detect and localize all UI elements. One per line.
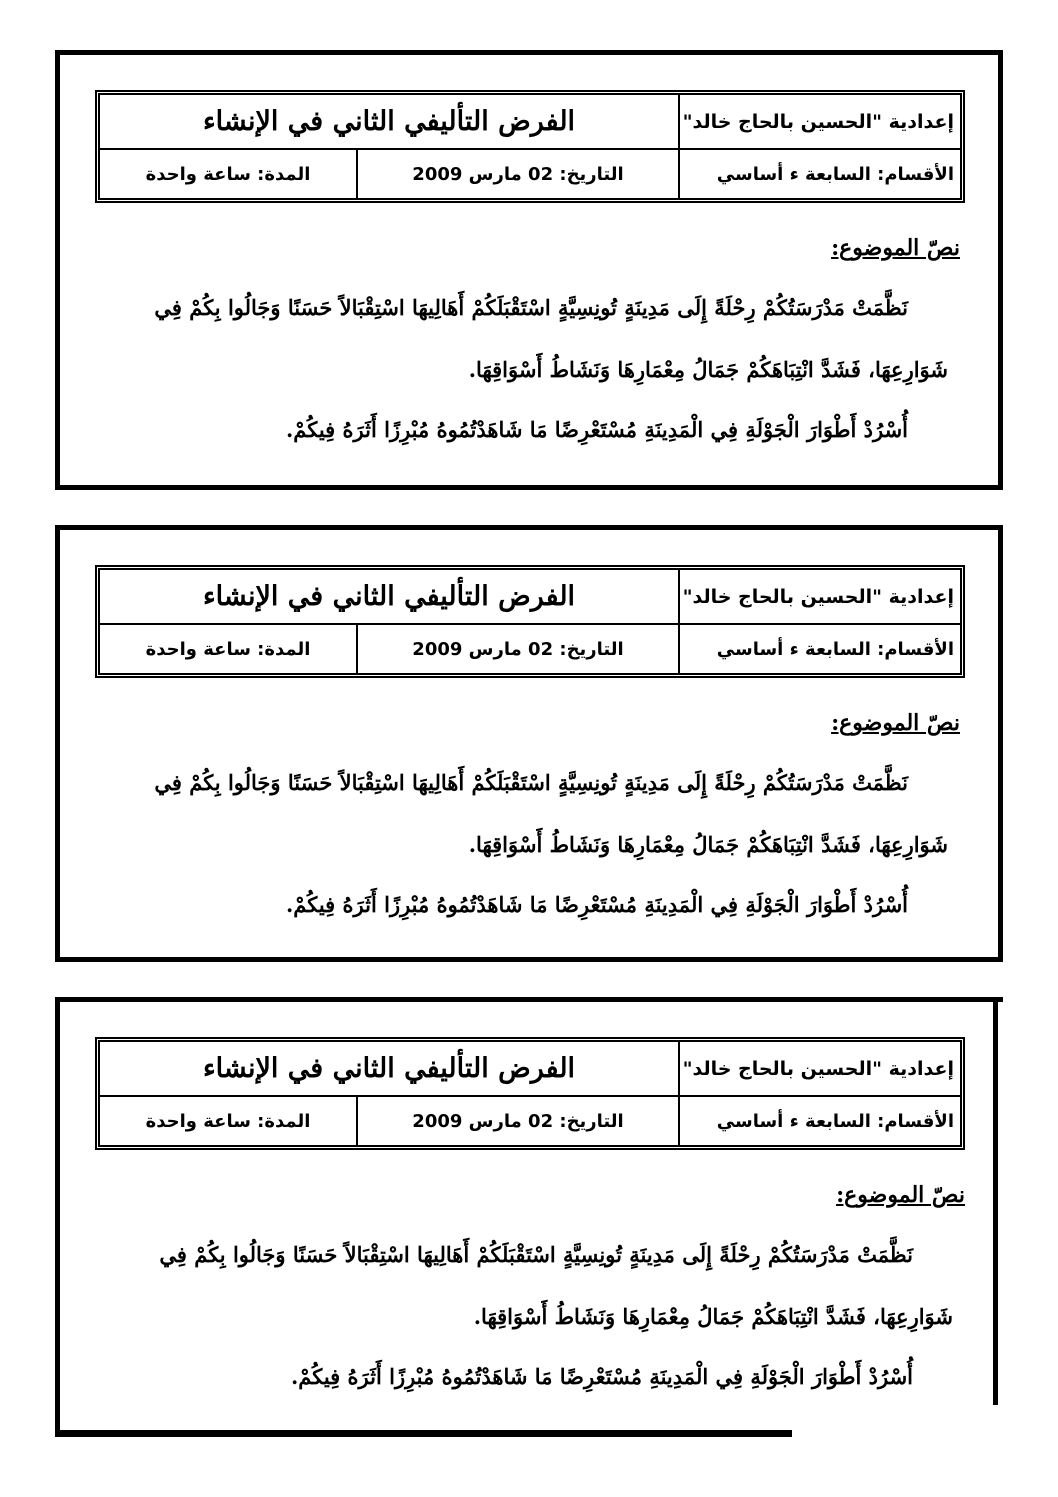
subject-label: نصّ الموضوع: — [831, 710, 960, 736]
paragraph-2: أُسْرُدْ أَطْوَارَ الْجَوْلَةِ فِي الْمَدِينَةِ مُسْتَعْرِضًا مَا شَاهَدْتُمُوهُ مُبْرِزًا أَثَرَهُ فِيكُمْ. — [285, 892, 908, 917]
paragraph-1-line-1: نَظَّمَتْ مَدْرَسَتُكُمْ رِحْلَةً إِلَى مَدِينَةٍ تُونِسِيَّةٍ اسْتَقْبَلَكُمْ أَهَالِيهَا اسْتِقْبَالاً حَسَنًا وَجَالُوا بِكُمْ فِي — [159, 1242, 913, 1267]
subject-text — [110, 752, 948, 934]
header-table — [95, 1037, 965, 1150]
paragraph-1-line-1: نَظَّمَتْ مَدْرَسَتُكُمْ رِحْلَةً إِلَى مَدِينَةٍ تُونِسِيَّةٍ اسْتَقْبَلَكُمْ أَهَالِيهَا اسْتِقْبَالاً حَسَنًا وَجَالُوا بِكُمْ فِي — [154, 770, 908, 795]
exam-card-1 — [55, 50, 1003, 490]
paragraph-2: أُسْرُدْ أَطْوَارَ الْجَوْلَةِ فِي الْمَدِينَةِ مُسْتَعْرِضًا مَا شَاهَدْتُمُوهُ مُبْرِزًا أَثَرَهُ فِيكُمْ. — [285, 417, 908, 442]
exam-title: الفرض التأليفي الثاني في الإنشاء — [100, 95, 680, 150]
header-table — [95, 90, 965, 203]
header-table — [95, 565, 965, 678]
exam-date: التاريخ: 02 مارس 2009 — [358, 150, 680, 198]
exam-title: الفرض التأليفي الثاني في الإنشاء — [100, 1042, 680, 1097]
school-name: إعدادية "الحسين بالحاج خالد" — [680, 95, 960, 150]
exam-date: التاريخ: 02 مارس 2009 — [358, 1097, 680, 1145]
subject-text — [110, 1224, 953, 1406]
exam-title: الفرض التأليفي الثاني في الإنشاء — [100, 570, 680, 625]
paragraph-1-line-2: شَوَارِعِهَا، فَشَدَّ انْتِبَاهَكُمْ جَمَالُ مِعْمَارِهَا وَنَشَاطُ أَسْوَاقِهَا. — [473, 1304, 953, 1329]
paragraph-1 — [110, 752, 948, 876]
card-3-bottom-border — [55, 1430, 792, 1437]
paragraph-1-line-2: شَوَارِعِهَا، فَشَدَّ انْتِبَاهَكُمْ جَمَالُ مِعْمَارِهَا وَنَشَاطُ أَسْوَاقِهَا. — [468, 357, 948, 382]
paragraph-1-line-1: نَظَّمَتْ مَدْرَسَتُكُمْ رِحْلَةً إِلَى مَدِينَةٍ تُونِسِيَّةٍ اسْتَقْبَلَكُمْ أَهَالِيهَا اسْتِقْبَالاً حَسَنًا وَجَالُوا بِكُمْ فِي — [154, 295, 908, 320]
subject-label: نصّ الموضوع: — [836, 1182, 965, 1208]
exam-date: التاريخ: 02 مارس 2009 — [358, 625, 680, 673]
exam-card-2 — [55, 525, 1003, 962]
exam-classes: الأقسام: السابعة ء أساسي — [716, 1110, 954, 1132]
exam-classes: الأقسام: السابعة ء أساسي — [716, 163, 954, 185]
subject-text — [110, 277, 948, 459]
exam-duration: المدة: ساعة واحدة — [100, 150, 358, 198]
exam-card-3 — [55, 997, 1003, 1437]
paragraph-1-line-2: شَوَارِعِهَا، فَشَدَّ انْتِبَاهَكُمْ جَمَالُ مِعْمَارِهَا وَنَشَاطُ أَسْوَاقِهَا. — [468, 832, 948, 857]
paragraph-1 — [110, 277, 948, 401]
paragraph-2: أُسْرُدْ أَطْوَارَ الْجَوْلَةِ فِي الْمَدِينَةِ مُسْتَعْرِضًا مَا شَاهَدْتُمُوهُ مُبْرِزًا أَثَرَهُ فِيكُمْ. — [290, 1364, 913, 1389]
exam-duration: المدة: ساعة واحدة — [100, 625, 358, 673]
school-name: إعدادية "الحسين بالحاج خالد" — [680, 570, 960, 625]
header-info-row — [100, 1097, 960, 1145]
exam-classes: الأقسام: السابعة ء أساسي — [716, 638, 954, 660]
exam-duration: المدة: ساعة واحدة — [100, 1097, 358, 1145]
header-info-row — [100, 625, 960, 673]
school-name: إعدادية "الحسين بالحاج خالد" — [680, 1042, 960, 1097]
card-3-right-border — [993, 997, 998, 1405]
subject-label: نصّ الموضوع: — [831, 235, 960, 261]
paragraph-1 — [110, 1224, 953, 1348]
header-info-row — [100, 150, 960, 198]
